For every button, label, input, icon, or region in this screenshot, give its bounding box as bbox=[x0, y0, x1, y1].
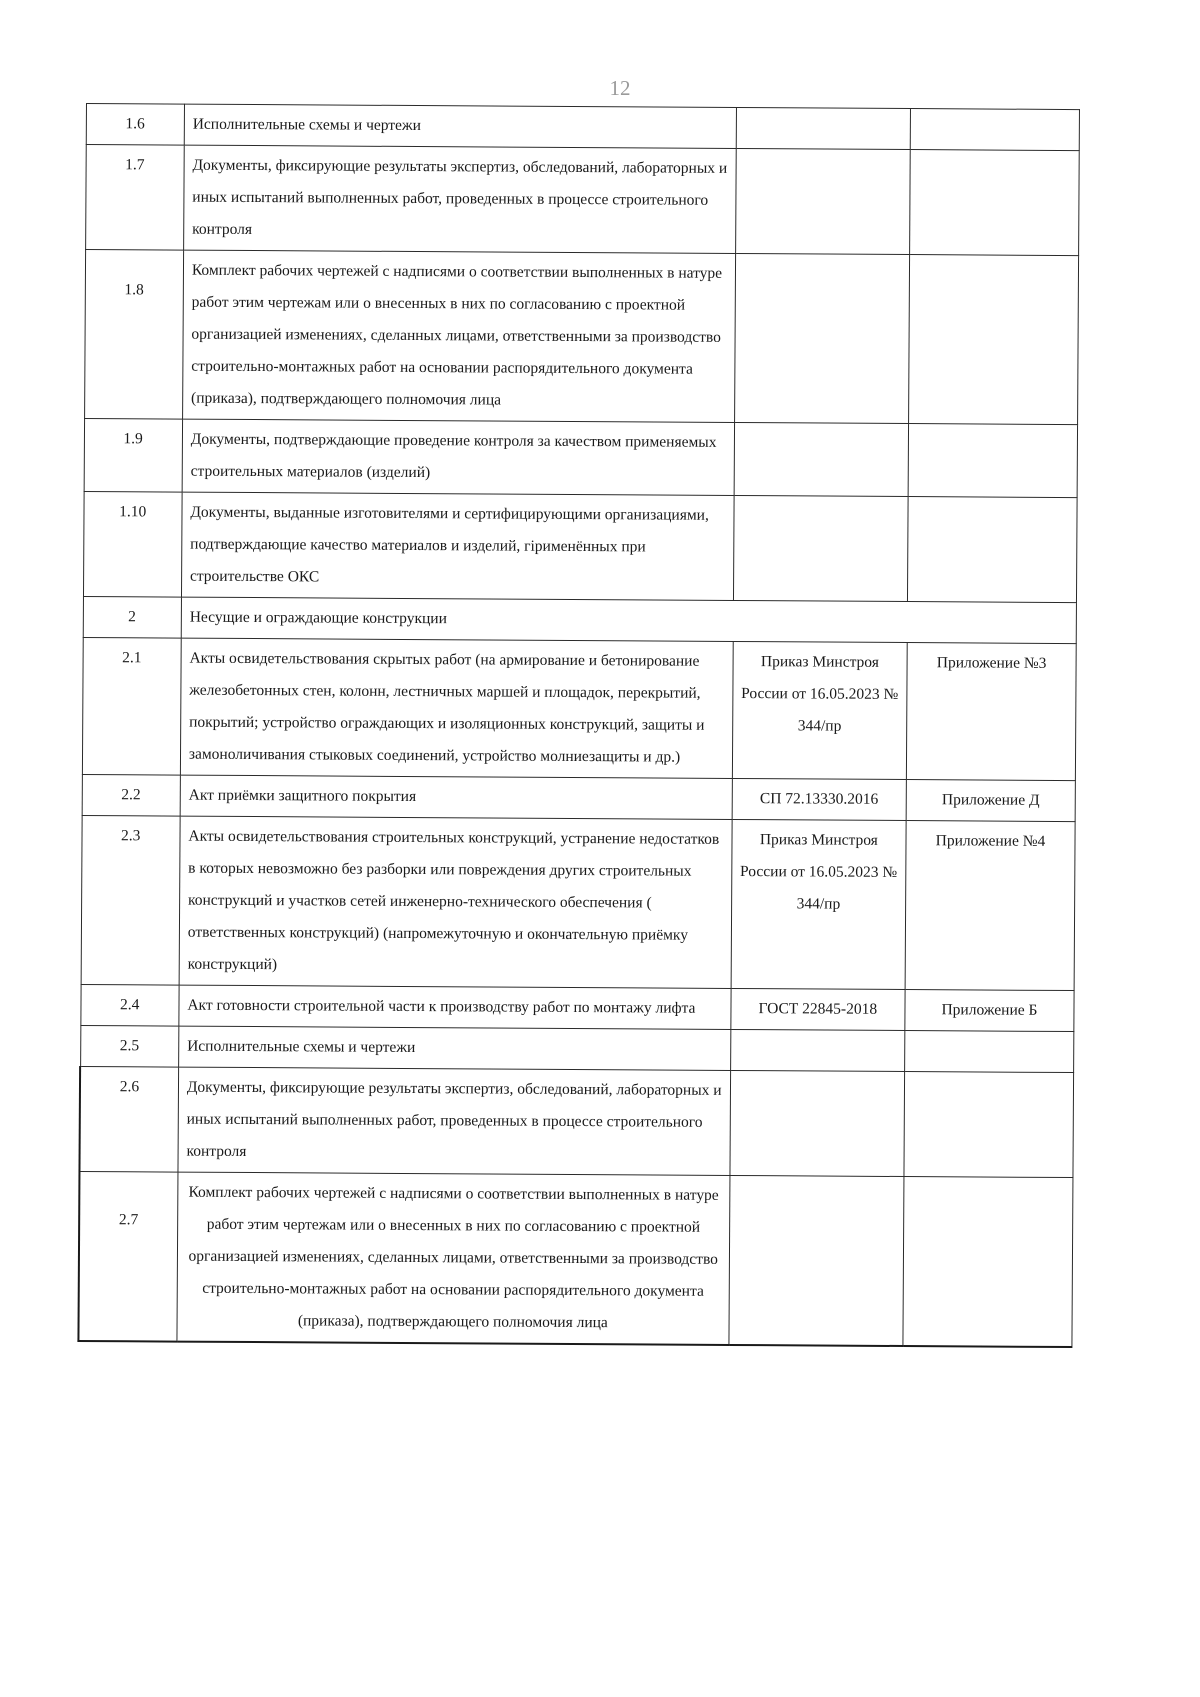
row-number: 2.1 bbox=[82, 637, 181, 775]
table-row bbox=[79, 1066, 1073, 1177]
table-row bbox=[84, 419, 1078, 498]
row-form bbox=[904, 1072, 1074, 1178]
page-number: 12 bbox=[609, 76, 631, 100]
row-norm bbox=[735, 148, 910, 254]
row-form bbox=[908, 424, 1077, 498]
row-form bbox=[909, 255, 1079, 425]
table-row bbox=[82, 774, 1076, 821]
row-description: Акт готовности строительной части к производству работ по монтажу лифта bbox=[179, 985, 731, 1029]
row-form bbox=[903, 1177, 1073, 1348]
row-form: Приложение №3 bbox=[906, 643, 1076, 781]
row-norm bbox=[733, 495, 908, 601]
row-number: 2.7 bbox=[78, 1171, 177, 1341]
table-row bbox=[80, 984, 1074, 1031]
table-row bbox=[84, 250, 1079, 425]
row-form: Приложение Д bbox=[906, 780, 1075, 822]
row-description: Акты освидетельствования строительных конструкций, устранение недостатков в которых невозможно без разборки или повреждения других строительных конструкций и участков сетей инженерно-технического обеспечения ( ответственных конструкций) (напромежуточную и окончательную приёмку конструкций) bbox=[179, 816, 732, 988]
row-number: 2.4 bbox=[80, 984, 179, 1026]
row-number: 1.10 bbox=[83, 491, 182, 597]
row-number: 2.5 bbox=[80, 1025, 179, 1067]
row-form bbox=[910, 150, 1080, 256]
table-row bbox=[83, 491, 1077, 602]
table-row bbox=[81, 815, 1076, 990]
row-norm bbox=[734, 253, 909, 423]
row-norm bbox=[730, 1029, 905, 1071]
table-row bbox=[85, 145, 1079, 256]
table-row bbox=[80, 1025, 1074, 1072]
row-description: Акт приёмки защитного покрытия bbox=[180, 775, 732, 819]
row-norm: Приказ Минстроя России от 16.05.2023 № 344/пр bbox=[732, 641, 907, 779]
row-description: Исполнительные схемы и чертежи bbox=[184, 104, 736, 148]
row-norm bbox=[730, 1070, 905, 1176]
row-description: Исполнительные схемы и чертежи bbox=[178, 1026, 730, 1070]
row-number: 2.2 bbox=[82, 774, 181, 816]
row-form: Приложение №4 bbox=[905, 821, 1075, 991]
row-description: Документы, фиксирующие результаты экспертиз, обследований, лабораторных и иных испытаний выполненных работ, проведенных в процессе строительного контроля bbox=[183, 145, 735, 253]
row-number: 2.3 bbox=[81, 815, 180, 985]
row-form bbox=[905, 1031, 1074, 1073]
table-row bbox=[86, 104, 1080, 151]
row-description: Документы, выданные изготовителями и сертифицирующими организациями, подтверждающие качество материалов и изделий, гірименённых при строительстве ОКС bbox=[181, 492, 733, 600]
row-norm bbox=[734, 422, 909, 496]
row-description: Комплект рабочих чертежей с надписями о соответствии выполненных в натуре работ этим чертежам или о внесенных в них по согласованию с проектной организацией изменениях, сделанных лицами, ответственными за производство строительно-монтажных работ на основании распорядительного документа (приказа), подтверждающего полномочия лица bbox=[182, 250, 735, 422]
row-description: Комплект рабочих чертежей с надписями о соответствии выполненных в натуре работ этим чертежам или о внесенных в них по согласованию с проектной организацией изменениях, сделанных лицами, ответственными за производство строительно-монтажных работ на основании распорядительного документа (приказа), подтверждающего полномочия лица bbox=[177, 1172, 730, 1345]
row-number: 2.6 bbox=[79, 1066, 178, 1172]
row-norm bbox=[729, 1175, 904, 1346]
row-norm: Приказ Минстроя России от 16.05.2023 № 344/пр bbox=[731, 819, 906, 989]
row-norm bbox=[736, 107, 911, 149]
table-row bbox=[78, 1171, 1073, 1347]
row-description: Акты освидетельствования скрытых работ (на армирование и бетонирование железобетонных стен, колонн, лестничных маршей и площадок, перекрытий, покрытий; устройство ограждающих и изоляционных конструкций, защиты и замоноличивания стыковых соединений, устройство молниезащиты и др.) bbox=[180, 638, 733, 778]
section-number: 2 bbox=[83, 596, 182, 638]
row-number: 1.9 bbox=[84, 419, 183, 493]
row-number: 1.7 bbox=[85, 145, 184, 251]
section-title: Несущие и ограждающие конструкции bbox=[181, 597, 1076, 643]
section-row bbox=[83, 596, 1077, 643]
row-form bbox=[907, 497, 1077, 603]
row-norm: СП 72.13330.2016 bbox=[732, 778, 907, 820]
row-description: Документы, подтверждающие проведение контроля за качеством применяемых строительных материалов (изделий) bbox=[182, 419, 734, 495]
row-number: 1.6 bbox=[86, 104, 185, 146]
row-form bbox=[910, 109, 1079, 151]
row-form: Приложение Б bbox=[905, 990, 1074, 1032]
row-description: Документы, фиксирующие результаты экспертиз, обследований, лабораторных и иных испытаний выполненных работ, проведенных в процессе строительного контроля bbox=[178, 1067, 730, 1175]
row-norm: ГОСТ 22845-2018 bbox=[731, 988, 906, 1030]
row-number: 1.8 bbox=[84, 250, 183, 420]
documents-table bbox=[77, 103, 1080, 1348]
table-row bbox=[82, 637, 1076, 780]
